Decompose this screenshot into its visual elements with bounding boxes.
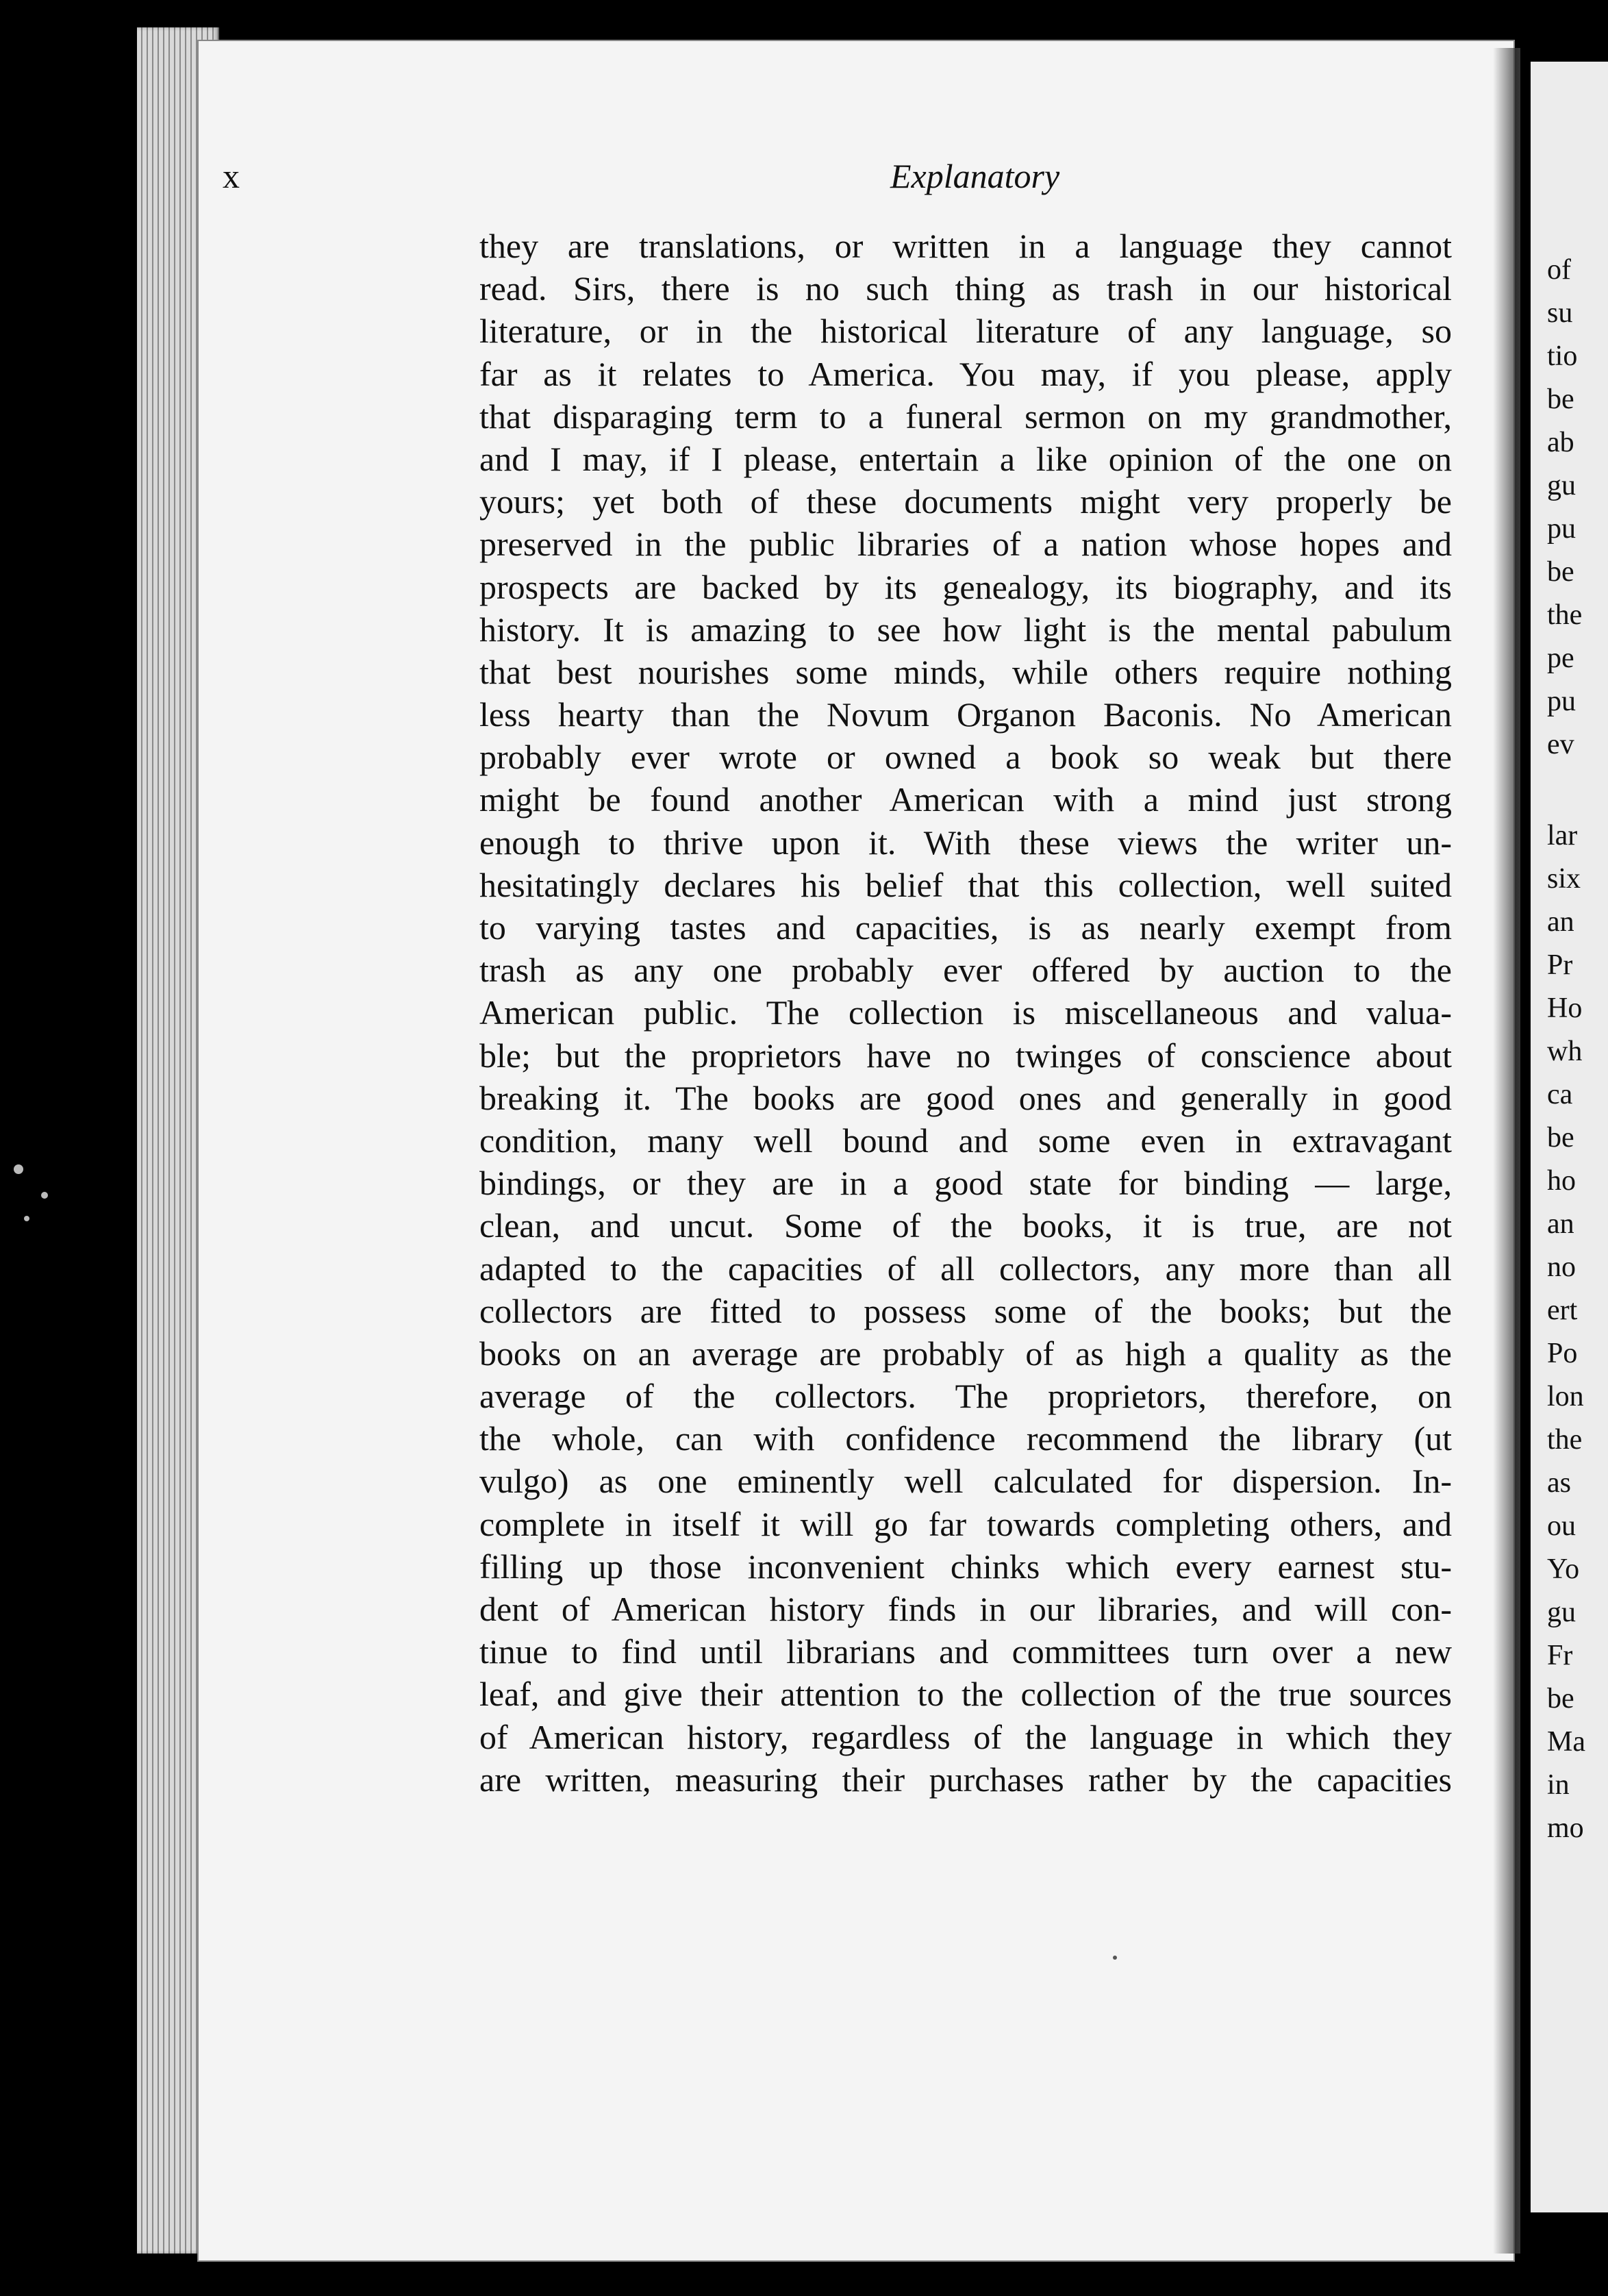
text-line: tinue to find until librarians and committees turn over a new [479,1632,1452,1671]
facing-text-fragment: pu [1547,686,1576,717]
text-line: dent of American history finds in our libraries, and will con- [479,1590,1452,1628]
facing-text-fragment: the [1547,1424,1583,1456]
facing-text-fragment: su [1547,297,1573,329]
text-line: and I may, if I please, entertain a like opinion of the one on [479,439,1452,478]
facing-text-fragment: Ho [1547,993,1583,1024]
text-line: condition, many well bound and some even in extravagant [479,1121,1452,1160]
facing-text-fragment: pu [1547,513,1576,545]
text-line: trash as any one probably ever offered by auction to the [479,951,1452,990]
text-line: collectors are fitted to possess some of the books; but the [479,1291,1452,1330]
text-line: American public. The collection is miscellaneous and valua- [479,993,1452,1032]
text-line: probably ever wrote or owned a book so weak but there [479,738,1452,777]
text-line: bindings, or they are in a good state for binding — large, [479,1164,1452,1203]
text-line: breaking it. The books are good ones and generally in good [479,1078,1452,1117]
facing-text-fragment: be [1547,1122,1574,1153]
page-number: x [223,157,240,195]
text-line: leaf, and give their attention to the collection of the true sources [479,1675,1452,1714]
facing-text-fragment: lon [1547,1381,1584,1412]
facing-text-fragment: be [1547,556,1574,588]
facing-text-fragment: six [1547,863,1581,895]
facing-text-fragment: the [1547,599,1583,631]
facing-text-fragment: ca [1547,1079,1573,1110]
gutter-shadow [1493,48,1520,2254]
facing-text-fragment: ert [1547,1295,1578,1326]
text-line: enough to thrive upon it. With these views the writer un- [479,823,1452,862]
text-line: are written, measuring their purchases rather by the capacities [479,1760,1452,1799]
text-line: history. It is amazing to see how light is the mental pabulum [479,610,1452,649]
facing-text-fragment: be [1547,384,1574,415]
facing-text-fragment: mo [1547,1812,1584,1844]
text-line: clean, and uncut. Some of the books, it is true, are not [479,1206,1452,1245]
text-line: of American history, regardless of the language in which they [479,1717,1452,1756]
running-title: Explanatory [890,157,1060,195]
body-text [479,225,1452,1801]
facing-text-fragment: wh [1547,1036,1583,1067]
text-line: read. Sirs, there is no such thing as trash in our historical [479,269,1452,308]
text-line: less hearty than the Novum Organon Baconis. No American [479,695,1452,734]
facing-text-fragment: ev [1547,729,1574,760]
facing-page [1531,62,1608,2212]
text-line: vulgo) as one eminently well calculated for dispersion. In- [479,1462,1452,1501]
facing-text-fragment: Po [1547,1338,1578,1369]
scan-speck [24,1216,29,1221]
facing-text-fragment: ou [1547,1510,1576,1542]
text-line: far as it relates to America. You may, if you please, apply [479,354,1452,393]
text-line: the whole, can with confidence recommend the library (ut [479,1419,1452,1458]
text-line: filling up those inconvenient chinks which every earnest stu- [479,1547,1452,1586]
text-line: literature, or in the historical literature of any language, so [479,312,1452,351]
text-line: they are translations, or written in a language they cannot [479,227,1452,265]
facing-text-fragment: Fr [1547,1640,1573,1671]
facing-text-fragment: in [1547,1769,1570,1801]
scan-speck [41,1192,48,1199]
text-line: that best nourishes some minds, while others require nothing [479,652,1452,691]
text-line: adapted to the capacities of all collectors, any more than all [479,1249,1452,1288]
text-line: ble; but the proprietors have no twinges of conscience about [479,1036,1452,1075]
text-line: to varying tastes and capacities, is as nearly exempt from [479,908,1452,947]
facing-text-fragment: tio [1547,340,1578,372]
text-line: average of the collectors. The proprietors, therefore, on [479,1377,1452,1416]
text-line: might be found another American with a mind just strong [479,780,1452,819]
facing-text-fragment: Pr [1547,949,1573,981]
facing-text-fragment: be [1547,1683,1574,1714]
facing-text-fragment: an [1547,1208,1574,1240]
facing-text-fragment: Yo [1547,1553,1580,1585]
text-line: complete in itself it will go far towards completing others, and [479,1504,1452,1543]
facing-text-fragment: no [1547,1251,1576,1283]
text-line: books on an average are probably of as high a quality as the [479,1334,1452,1373]
facing-text-fragment: as [1547,1467,1571,1499]
facing-text-fragment: of [1547,254,1571,286]
facing-text-fragment: ho [1547,1165,1576,1197]
text-line: prospects are backed by its genealogy, its biography, and its [479,567,1452,606]
scan-speck [14,1164,23,1174]
text-line: that disparaging term to a funeral sermon on my grandmother, [479,397,1452,436]
facing-text-fragment: Ma [1547,1726,1585,1758]
facing-text-fragment: an [1547,906,1574,938]
facing-text-fragment: gu [1547,470,1576,501]
margin-mark [1113,1956,1117,1960]
facing-text-fragment: lar [1547,820,1578,851]
text-line: yours; yet both of these documents might very properly be [479,482,1452,521]
facing-text-fragment: pe [1547,642,1574,674]
facing-text-fragment: ab [1547,427,1574,458]
text-line: preserved in the public libraries of a nation whose hopes and [479,525,1452,564]
facing-text-fragment: gu [1547,1597,1576,1628]
text-line: hesitatingly declares his belief that this collection, well suited [479,865,1452,904]
